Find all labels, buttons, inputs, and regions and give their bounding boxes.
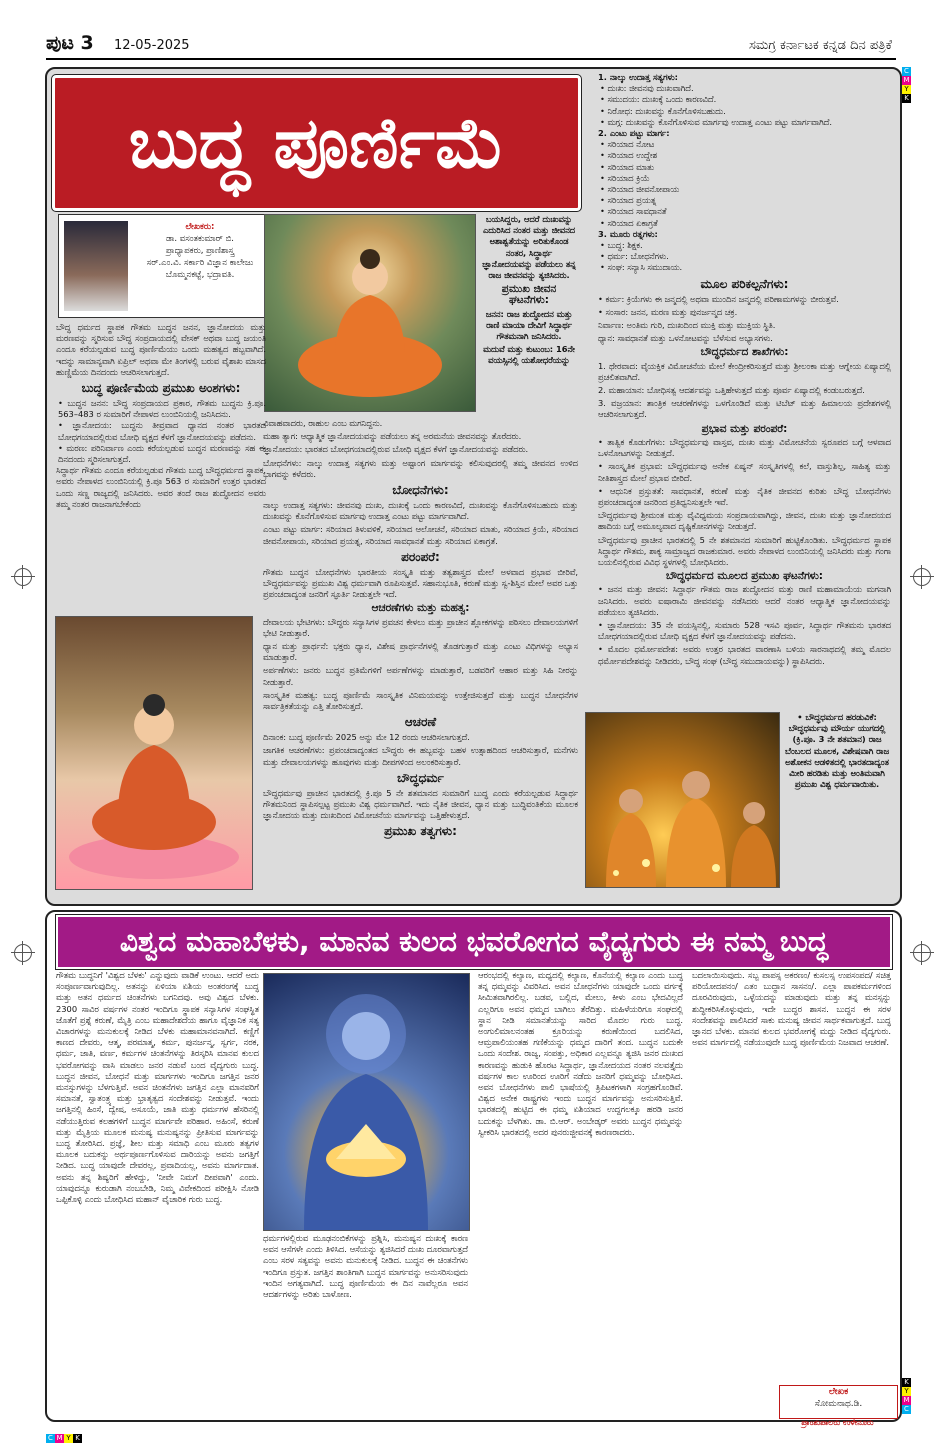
article1-title: ಬುದ್ಧ ಪೂರ್ಣಿಮೆ	[128, 102, 505, 184]
paragraph: ಜ್ಞಾನೋದಯ: ಭಾರತದ ಬೋಧಗಯಾದಲ್ಲಿರುವ ಬೋಧಿ ವೃಕ್ಷದ ಕೆಳಗೆ ಜ್ಞಾನೋದಯವನ್ನು ಪಡೆದರು.	[263, 444, 529, 455]
buddha-lotus-icon	[56, 617, 252, 889]
paragraph: • ತಾತ್ವಿಕ ಕೊಡುಗೆಗಳು: ಬೌದ್ಧಧರ್ಮವು ವಾಸ್ತವ, ದುಃಖ ಮತ್ತು ವಿಮೋಚನೆಯ ಸ್ವರೂಪದ ಬಗ್ಗೆ ಆಳವಾದ ಒಳನೋಟಗಳನ್ನು ನೀಡುತ್ತದೆ.	[598, 436, 891, 459]
paragraph: ದೇವಾಲಯ ಭೇಟಿಗಳು: ಬೌದ್ಧರು ಸನ್ಯಾಸಿಗಳ ಪ್ರವಚನ ಕೇಳಲು ಮತ್ತು ಪ್ರಾಚೀನ ಶ್ಲೋಕಗಳನ್ನು ಪಠಿಸಲು ದೇವಾಲಯಗಳಿಗೆ ಭೇಟಿ ನೀಡುತ್ತಾರೆ.	[263, 616, 578, 638]
article1-title-box	[52, 75, 581, 211]
section-heading: ಪ್ರಮುಖ ತತ್ವಗಳು:	[384, 824, 457, 839]
paragraph: 1. ಥೇರವಾದ: ವೈಯಕ್ತಿಕ ವಿಮೋಚನೆಯ ಮೇಲೆ ಕೇಂದ್ರೀಕರಿಸುತ್ತದೆ ಮತ್ತು ಶ್ರೀಲಂಕಾ ಮತ್ತು ಆಗ್ನೇಯ ಏಷ್ಯಾದಲ್ಲಿ ಪ್ರಚಲಿತವಾಗಿದೆ.	[598, 360, 891, 382]
section-heading: ಪರಂಪರೆ:	[401, 549, 440, 564]
section-heading: ಬುದ್ಧ ಪೂರ್ಣಿಮೆಯ ಪ್ರಮುಖ ಅಂಶಗಳು:	[81, 381, 241, 396]
paragraph: ನಿರ್ವಾಣ: ಅಂತಿಮ ಗುರಿ, ದುಃಖದಿಂದ ಮುಕ್ತಿ ಮತ್ತು ಮುಕ್ತಿಯ ಸ್ಥಿತಿ.	[598, 320, 776, 331]
paragraph: ಗೌತಮ ಬುದ್ಧನ ಬೋಧನೆಗಳು ಭಾರತೀಯ ಸಂಸ್ಕೃತಿ ಮತ್ತು ತತ್ವಶಾಸ್ತ್ರದ ಮೇಲೆ ಅಳವಾದ ಪ್ರಭಾವ ಬೀರಿವೆ, ಬೌದ್ಧಧರ್ಮವನ್ನು ಪ್ರಮುಖ ವಿಶ್ವ ಧರ್ಮವಾಗಿ ರೂಪಿಸುತ್ತವೆ. ಸಹಾನುಭೂತಿ, ಕರುಣೆ ಮತ್ತು ಸ್ವ-ಶಿಸ್ತಿನ ಮೇಲೆ ಅವರ ಒತ್ತು ಪ್ರಪಂಚದಾದ್ಯಂತ ಜನರಿಗೆ ಸ್ಫೂರ್ತಿ ನೀಡುತ್ತಲೇ ಇದೆ.	[263, 566, 578, 600]
list-item: • ಸರಿಯಾದ ಏಕಾಗ್ರತೆ	[600, 217, 658, 228]
list-item: • ಮರಣ: ಪರಿನಿರ್ವಾಣ ಎಂದು ಕರೆಯಲ್ಪಡುವ ಬುದ್ಧನ ಮರಣವನ್ನು ಸಹ ಈ ದಿನದಂದು ಸ್ಮರಿಸಲಾಗುತ್ತದೆ.	[58, 442, 266, 465]
section-heading: ಮೂಲ ಪರಿಕಲ್ಪನೆಗಳು:	[700, 276, 789, 291]
article1-column-2	[263, 418, 578, 894]
paragraph: ಬೌದ್ಧಧರ್ಮವು ಪ್ರಾಚೀನ ಭಾರತದಲ್ಲಿ ಕ್ರಿ.ಪೂ 5 ನೇ ಶತಮಾನದ ಸುಮಾರಿಗೆ ಬುದ್ಧ ಎಂದು ಕರೆಯಲ್ಪಡುವ ಸಿದ್ಧಾರ್ಥ ಗೌತಮನಿಂದ ಸ್ಥಾಪಿಸಲ್ಪಟ್ಟ ಪ್ರಮುಖ ವಿಶ್ವ ಧರ್ಮವಾಗಿದೆ. ಇದು ನೈತಿಕ ಜೀವನ, ಧ್ಯಾನ ಮತ್ತು ಬುದ್ಧಿವಂತಿಕೆಯ ಮೂಲಕ ಜ್ಞಾನೋದಯ ಮತ್ತು ದುಃಖದಿಂದ ವಿಮೋಚನೆಯ ಮಾರ್ಗವನ್ನು ಒತ್ತಿಹೇಳುತ್ತದೆ.	[263, 787, 578, 821]
writer-name: ಸೋಮನಾಥ.ಡಿ.	[814, 1399, 863, 1409]
section-heading: ಬೋಧನೆಗಳು:	[392, 483, 449, 498]
registration-mark	[14, 944, 32, 962]
paragraph: • ಜನನ ಮತ್ತು ಜೀವನ: ಸಿದ್ಧಾರ್ಥ ಗೌತಮ ರಾಜ ಶುದ್ಧೋದನ ಮತ್ತು ರಾಣಿ ಮಹಾಮಾಯೆಯ ಮಗನಾಗಿ ಜನಿಸಿದರು. ಅವರು ಐಷಾರಾಮಿ ಜೀವನವನ್ನು ನಡೆಸಿದರು ಆದರೆ ನಂತರ ಆಧ್ಯಾತ್ಮಿಕ ಜ್ಞಾನೋದಯವನ್ನು ಪಡೆಯಲು ತ್ಯಜಿಸಿದರು.	[598, 584, 891, 617]
issue-date: 12-05-2025	[114, 38, 190, 53]
section-heading: ಆಚರಣೆ	[404, 715, 437, 730]
author-box	[58, 214, 273, 318]
paragraph: ಮಹಾ ತ್ಯಾಗ: ಆಧ್ಯಾತ್ಮಿಕ ಜ್ಞಾನೋದಯವನ್ನು ಪಡೆಯಲು ತನ್ನ ಅರಮನೆಯ ಜೀವನವನ್ನು ತೊರೆದರು.	[263, 431, 522, 442]
article2-title-box	[56, 915, 892, 969]
article2-column-4	[692, 970, 891, 1380]
paragraph: ಆರಂಭದಲ್ಲಿ ಕಲ್ಯಾಣ, ಮಧ್ಯದಲ್ಲಿ ಕಲ್ಯಾಣ, ಕೊನೆಯಲ್ಲಿ ಕಲ್ಯಾಣ ಎಂದು ಬುದ್ಧ ತನ್ನ ಧಮ್ಮವನ್ನು ವಿವರಿಸಿದ. ಅವನ ಬೋಧನೆಗಳು ಯಾವುದೇ ಒಂದು ವರ್ಗಕ್ಕೆ ಸೀಮಿತವಾಗಿರಲಿಲ್ಲ. ಬಡವ, ಬಲ್ಲಿದ, ಮೇಲು, ಕೀಳು ಎಂಬ ಭೇದವಿಲ್ಲದೆ ಎಲ್ಲರಿಗೂ ಅವನ ಧಮ್ಮದ ಬಾಗಿಲು ತೆರೆದಿತ್ತು. ಮಹಿಳೆಯರಿಗೂ ಸಂಘದಲ್ಲಿ ಸ್ಥಾನ ನೀಡಿ ಸಮಾನತೆಯನ್ನು ಸಾರಿದ ಮೊದಲ ಗುರು ಬುದ್ಧ. ಅಂಗುಲಿಮಾಲನಂತಹ ಕ್ರೂರಿಯನ್ನು ಕರುಣೆಯಿಂದ ಬದಲಿಸಿದ, ಆಮ್ರಪಾಲಿಯಂತಹ ಗಣಿಕೆಯನ್ನು ಧಮ್ಮದ ದಾರಿಗೆ ತಂದ. ಬುದ್ಧನ ಬದುಕೇ ಒಂದು ಸಂದೇಶ. ರಾಜ್ಯ, ಸಂಪತ್ತು, ಅಧಿಕಾರ ಎಲ್ಲವನ್ನೂ ತ್ಯಜಿಸಿ ಜನರ ದುಃಖದ ಕಾರಣವನ್ನು ಹುಡುಕಿ ಹೊರಟ ಸಿದ್ಧಾರ್ಥ, ಜ್ಞಾನೋದಯದ ನಂತರ ನಲವತ್ತೈದು ವರ್ಷಗಳ ಕಾಲ ಊರಿಂದ ಊರಿಗೆ ನಡೆದು ಜನರಿಗೆ ಧಮ್ಮವನ್ನು ಬೋಧಿಸಿದ. ಅವನ ಬೋಧನೆಗಳು ಪಾಲಿ ಭಾಷೆಯಲ್ಲಿ ತ್ರಿಪಿಟಕಗಳಾಗಿ ಸಂಗ್ರಹಗೊಂಡಿವೆ. ವಿಶ್ವದ ಅನೇಕ ರಾಷ್ಟ್ರಗಳು ಇಂದು ಬುದ್ಧನ ಮಾರ್ಗವನ್ನು ಅನುಸರಿಸುತ್ತಿವೆ. ಭಾರತದಲ್ಲಿ ಹುಟ್ಟಿದ ಈ ಧಮ್ಮ ಏಶಿಯಾದ ಉದ್ದಗಲಕ್ಕೂ ಹರಡಿ ಜನರ ಬದುಕನ್ನು ಬೆಳಗಿತು. ಡಾ. ಬಿ.ಆರ್. ಅಂಬೇಡ್ಕರ್ ಅವರು ಬುದ್ಧನ ಧಮ್ಮವನ್ನು ಸ್ವೀಕರಿಸಿ ಭಾರತದಲ್ಲಿ ಅದರ ಪುನರುಜ್ಜೀವನಕ್ಕೆ ಕಾರಣರಾದರು.	[478, 970, 683, 1137]
list-item: • ಬುದ್ಧ: ಶಿಕ್ಷಕ.	[600, 240, 643, 251]
monks-candles-image	[585, 712, 780, 888]
paragraph: ಗೌತಮ ಬುದ್ಧನಿಗೆ 'ವಿಶ್ವದ ಬೆಳಕು' ಎನ್ನುವುದು ವಾಡಿಕೆ ಉಂಟು. ಆದರೆ ಅದು ಸಂಪೂರ್ಣವಾಗುವುದಿಲ್ಲ. ಅತನನ್ನು ಏಳಿಯಾ ಏಶಿಯ ಅಂತರಂಗಕ್ಕೆ ಬುದ್ಧ ಮತ್ತು ಅತನ ಧರ್ಮದ ಚಿಂತನೆಗಳು ಬಗನಿದವು. ಅವು ವಿಶ್ವದ ಬೆಳಕು. 2300 ಸಾವಿರ ವರ್ಷಗಳ ನಂತರ ಇಂದಿಗೂ ಸ್ಥಾಪಕ ಸನ್ಯಾಸಿಗಳ ಸಂಘಸ್ಥಿತ ಜೊತೆಗೆ ಪ್ರಶ್ನೆ ಕರುಣೆ, ಮೈತ್ರಿ ಎಂಬ ಮಹಾದೇಶದೆಯ ಹಾಗೂ ವೈಜ್ಞಾನಿಕ ಸತ್ಯ ವಿಚಾರಗಳನ್ನು ಮನುಕುಲಕ್ಕೆ ನೀಡಿದ ಬೆಳಕು ಮಹಾಮಾನವನಾಗಿದೆ. ಕಣ್ಣಿಗೆ ಕಾಣದ ದೇವರು, ಆತ್ಮ, ಪರಮಾತ್ಮ, ಕರ್ಮ, ಪುನರ್ಜನ್ಮ, ಸ್ವರ್ಗ, ನರಕ, ಧರ್ಮ, ಜಾತಿ, ವರ್ಣ, ಕರ್ಮಗಳ ಚಿಂತನೆಗಳನ್ನು ತಿರಸ್ಕರಿಸಿ ಮಾನವ ಕುಲದ ಭವರೋಗವನ್ನು ವಾಸಿ ಮಾಡಲು ಜನರ ನಡುವೆ ಬಂದ ವೈದ್ಯಗುರು ಬುದ್ಧ. ಬುದ್ಧನ ಜೀವನ, ಬೋಧನೆ ಮತ್ತು ಮಾರ್ಗಗಳು ಇಂದಿಗೂ ಜಗತ್ತಿನ ಜನರ ಮನಸ್ಸುಗಳನ್ನು ಬೆಳಗುತ್ತಿವೆ. ಅವನ ಚಿಂತನೆಗಳು ಜಗತ್ತಿನ ಎಲ್ಲಾ ಮಾನವರಿಗೆ ಸಮಾನತೆ, ಸ್ವಾತಂತ್ರ್ಯ ಮತ್ತು ಭ್ರಾತೃತ್ವದ ಸಂದೇಶವನ್ನು ನೀಡುತ್ತವೆ. ಇಂದು ಜಗತ್ತಿನಲ್ಲಿ ಹಿಂಸೆ, ದ್ವೇಷ, ಅಸೂಯೆ, ಜಾತಿ ಮತ್ತು ಧರ್ಮಗಳ ಹೆಸರಿನಲ್ಲಿ ನಡೆಯುತ್ತಿರುವ ಕಲಹಗಳಿಗೆ ಬುದ್ಧನ ಮಾರ್ಗವೇ ಪರಿಹಾರ. ಅಹಿಂಸೆ, ಕರುಣೆ ಮತ್ತು ಮೈತ್ರಿಯ ಮೂಲಕ ಮನುಷ್ಯ ಮನುಷ್ಯನನ್ನು ಪ್ರೀತಿಸುವ ಮಾರ್ಗವನ್ನು ಬುದ್ಧ ತೋರಿಸಿದ. ಪ್ರಜ್ಞೆ, ಶೀಲ ಮತ್ತು ಸಮಾಧಿ ಎಂಬ ಮೂರು ತತ್ವಗಳ ಮೂಲಕ ಬದುಕನ್ನು ಅರ್ಥಪೂರ್ಣಗೊಳಿಸುವ ದಾರಿಯನ್ನು ಅವನು ಜಗತ್ತಿಗೆ ನೀಡಿದ. ಬುದ್ಧ ಯಾವುದೇ ದೇವರಲ್ಲ, ಪ್ರವಾದಿಯಲ್ಲ, ಅವನು ಮಾರ್ಗದಾತ. ಅವನು ತನ್ನ ಶಿಷ್ಯರಿಗೆ ಹೇಳಿದ್ದು, 'ನೀವೇ ನಿಮಗೆ ದೀಪವಾಗಿ' ಎಂದು. ಯಾವುದನ್ನೂ ಕುರುಡಾಗಿ ನಂಬಬೇಡಿ, ನಿಮ್ಮ ವಿವೇಕದಿಂದ ಪರೀಕ್ಷಿಸಿ ನೋಡಿ ಒಪ್ಪಿಕೊಳ್ಳಿ ಎಂದು ಬೋಧಿಸಿದ ಮಹಾನ್ ವೈಚಾರಿಕ ಗುರು ಬುದ್ಧ.	[56, 970, 259, 1205]
eightfold-path-list	[598, 139, 891, 229]
author-name: ಡಾ. ವಸಂತಕುಮಾರ್ ಬಿ.	[165, 234, 235, 244]
list-heading: 2. ಎಂಟು ಪಟ್ಟು ಮಾರ್ಗ:	[598, 128, 670, 139]
author-role: ಪ್ರಾಧ್ಯಾಪಕರು, ಪ್ರಾಣಿಶಾಸ್ತ್ರ	[165, 246, 235, 256]
author-place: ಬೊಮ್ಮನಕಟ್ಟೆ, ಭದ್ರಾವತಿ.	[165, 270, 235, 280]
monks-icon	[586, 713, 779, 887]
paper-title: ಸಮಗ್ರ ಕರ್ನಾಟಕ ಕನ್ನಡ ದಿನ ಪತ್ರಿಕೆ	[749, 38, 892, 53]
paragraph: • ಜ್ಞಾನೋದಯ: 35 ನೇ ವಯಸ್ಸಿನಲ್ಲಿ, ಸುಮಾರು 528 ಇಸವಿ ಪೂರ್ವ, ಸಿದ್ಧಾರ್ಥ ಗೌತಮನು ಭಾರತದ ಬೋಧಗಯಾದಲ್ಲಿರುವ ಬೋಧಿ ವೃಕ್ಷದ ಕೆಳಗೆ ಜ್ಞಾನೋದಯವನ್ನು ಪಡೆದನು.	[598, 619, 891, 642]
paragraph: ಧ್ಯಾನ ಮತ್ತು ಪ್ರಾರ್ಥನೆ: ಭಕ್ತರು ಧ್ಯಾನ, ವಿಶೇಷ ಪ್ರಾರ್ಥನೆಗಳಲ್ಲಿ ತೊಡಗುತ್ತಾರೆ ಮತ್ತು ಎಂಟು ವಿಧಿಗಳನ್ನು ಅಭ್ಯಾಸ ಮಾಡುತ್ತಾರೆ.	[263, 641, 578, 663]
paragraph: ಸಾಂಸ್ಕೃತಿಕ ಮಹತ್ವ: ಬುದ್ಧ ಪೂರ್ಣಿಮೆ ಸಾಂಸ್ಕೃತಿಕ ವಿನಿಮಯವನ್ನು ಉತ್ತೇಜಿಸುತ್ತದೆ ಮತ್ತು ಬುದ್ಧನ ಬೋಧನೆಗಳ ಸಾರ್ವತ್ರಿಕತೆಯನ್ನು ಎತ್ತಿ ತೋರಿಸುತ್ತದೆ.	[263, 689, 578, 712]
list-item: • ಸರಿಯಾದ ಸಾವಧಾನತೆ	[600, 206, 667, 217]
intro-paragraph: ಬೌದ್ಧ ಧರ್ಮದ ಸ್ಥಾಪಕ ಗೌತಮ ಬುದ್ಧನ ಜನನ, ಜ್ಞಾನೋದಯ ಮತ್ತು ಮರಣವನ್ನು ಸ್ಮರಿಸುವ ಬೌದ್ಧ ಸಂಪ್ರದಾಯದಲ್ಲಿ ವೇಸಕ್ ಅಥವಾ ಬುದ್ಧ ಜಯಂತಿ ಎಂದೂ ಕರೆಯಲ್ಪಡುವ ಬುದ್ಧ ಪೂರ್ಣಿಮೆಯು ಒಂದು ಮಹತ್ವದ ಹಬ್ಬವಾಗಿದೆ. ಇದನ್ನು ಸಾಮಾನ್ಯವಾಗಿ ಏಪ್ರಿಲ್ ಅಥವಾ ಮೇ ತಿಂಗಳಲ್ಲಿ ಬರುವ ವೈಶಾಖ ಮಾಸದ ಹುಣ್ಣಿಮೆಯ ದಿನದಂದು ಆಚರಿಸಲಾಗುತ್ತದೆ.	[56, 322, 266, 377]
section-heading: ಬೌದ್ಧಧರ್ಮದ ಮೂಲದ ಪ್ರಮುಖ ಘಟನೆಗಳು:	[665, 570, 824, 583]
list-heading: 1. ನಾಲ್ಕು ಉದಾತ್ತ ಸತ್ಯಗಳು:	[598, 72, 678, 82]
list-item: • ಜ್ಞಾನೋದಯ: ಬುದ್ಧನು ತೀವ್ರವಾದ ಧ್ಯಾನದ ನಂತರ ಭಾರತದ ಬೋಧಗಯಾದಲ್ಲಿರುವ ಬೋಧಿ ವೃಕ್ಷದ ಕೆಳಗೆ ಜ್ಞಾನೋದಯವನ್ನು ಪಡೆದನು.	[58, 420, 266, 442]
article1-spread-column	[783, 712, 891, 897]
cmyk-m: M	[56, 1434, 63, 1442]
list-item: • ಧರ್ಮ: ಬೋಧನೆಗಳು.	[600, 251, 669, 262]
side-point: ಮದುವೆ ಮತ್ತು ಕುಟುಂಬ: 16ನೇ ವಯಸ್ಸಿನಲ್ಲಿ ಯಶೋಧರೆಯನ್ನು	[483, 344, 575, 366]
paragraph: ಬೌದ್ಧಧರ್ಮವು ಶ್ರೀಮಂತ ಮತ್ತು ವೈವಿಧ್ಯಮಯ ಸಂಪ್ರದಾಯವಾಗಿದ್ದು, ಜೀವನ, ದುಃಖ ಮತ್ತು ಜ್ಞಾನೋದಯದ ಹಾದಿಯ ಬಗ್ಗೆ ಅಮೂಲ್ಯವಾದ ದೃಷ್ಟಿಕೋನಗಳನ್ನು ನೀಡುತ್ತದೆ.	[598, 510, 891, 532]
article2-column-3	[478, 970, 683, 1415]
buddha-figure-icon	[265, 215, 475, 411]
section-heading: ಬೌದ್ಧಧರ್ಮ	[397, 770, 444, 785]
three-jewels-list	[598, 240, 891, 274]
cmyk-strip-bottom	[902, 1378, 911, 1414]
meditating-buddha-image	[264, 214, 476, 412]
list-item: • ಸಮುದಯ: ದುಃಖಕ್ಕೆ ಒಂದು ಕಾರಣವಿದೆ.	[600, 94, 717, 105]
list-item: • ದುಃಖ: ಜೀವನವು ದುಃಖವಾಗಿದೆ.	[600, 83, 694, 94]
paragraph: ಎಂಟು ಪಟ್ಟು ಮಾರ್ಗ: ಸರಿಯಾದ ತಿಳುವಳಿಕೆ, ಸರಿಯಾದ ಆಲೋಚನೆ, ಸರಿಯಾದ ಮಾತು, ಸರಿಯಾದ ಕ್ರಿಯೆ, ಸರಿಯಾದ ಜೀವನೋಪಾಯ, ಸರಿಯಾದ ಪ್ರಯತ್ನ, ಸರಿಯಾದ ಸಾವಧಾನತೆ ಮತ್ತು ಸರಿಯಾದ ಏಕಾಗ್ರತೆ.	[263, 524, 578, 546]
article2-column-2	[263, 1233, 468, 1415]
glowing-buddha-image	[263, 973, 470, 1231]
paragraph: • ಸಂಸಾರ: ಜನನ, ಮರಣ ಮತ್ತು ಪುನರ್ಜನ್ಮದ ಚಕ್ರ.	[598, 306, 738, 317]
list-item: • ಬುದ್ಧನ ಜನನ: ಬೌದ್ಧ ಸಂಪ್ರದಾಯದ ಪ್ರಕಾರ, ಗೌತಮ ಬುದ್ಧನು ಕ್ರಿ.ಪೂ. 563–483 ರ ಸುಮಾರಿಗೆ ನೇಪಾಳದ ಲುಂಬಿನಿಯಲ್ಲಿ ಜನಿಸಿದನು.	[58, 398, 266, 420]
cmyk-y: Y	[902, 85, 911, 94]
buddha-under-tree-image	[55, 616, 253, 890]
side-heading: ಪ್ರಮುಖ ಜೀವನ ಘಟನೆಗಳು:	[501, 283, 557, 307]
page-number: ಪುಟ 3	[46, 32, 94, 54]
article2-title: ವಿಶ್ವದ ಮಹಾಬೆಳಕು, ಮಾನವ ಕುಲದ ಭವರೋಗದ ವೈದ್ಯಗುರು ಈ ನಮ್ಮ ಬುದ್ಧ	[119, 925, 829, 958]
article1-column-1	[56, 322, 266, 612]
paragraph: • ಆಧುನಿಕ ಪ್ರಸ್ತುತತೆ: ಸಾವಧಾನತೆ, ಕರುಣೆ ಮತ್ತು ನೈತಿಕ ಜೀವನದ ಕುರಿತು ಬೌದ್ಧ ಬೋಧನೆಗಳು ಪ್ರಪಂಚದಾದ್ಯಂತ ಜನರಿಂದ ಪ್ರತಿಧ್ವನಿಸುತ್ತಲೇ ಇವೆ.	[598, 485, 891, 507]
list-item: • ಸರಿಯಾದ ನೋಟ	[600, 139, 655, 150]
paragraph: ಬದಲಾಯಿಸುವುದು. ಸಬ್ಬ ಪಾಪಸ್ಸ ಅಕರಣಂ/ ಕುಸಲಸ್ಸ ಉಪಸಂಪದ/ ಸಚಿತ್ತ ಪರಿಯೋದಪನಂ/ ಎತಂ ಬುದ್ಧಾನ ಸಾಸನಂ/. ಎಲ್ಲಾ ಪಾಪಕರ್ಮಗಳಿಂದ ದೂರವಿರುವುದು, ಒಳ್ಳೆಯದನ್ನು ಮಾಡುವುದು ಮತ್ತು ತನ್ನ ಮನಸ್ಸನ್ನು ಶುದ್ಧೀಕರಿಸಿಕೊಳ್ಳುವುದು, ಇದೇ ಬುದ್ಧರ ಶಾಸನ. ಬುದ್ಧನ ಈ ಸರಳ ಸಂದೇಶವನ್ನು ಪಾಲಿಸಿದರೆ ಸಾಕು ಮನುಷ್ಯ ಜೀವನ ಸಾರ್ಥಕವಾಗುತ್ತದೆ. ಬುದ್ಧ ಜ್ಞಾನದ ಬೆಳಕು. ಮಾನವ ಕುಲದ ಭವರೋಗಕ್ಕೆ ಮದ್ದು ನೀಡಿದ ವೈದ್ಯಗುರು. ಅವನ ಮಾರ್ಗದಲ್ಲಿ ನಡೆಯುವುದೇ ಬುದ್ಧ ಪೂರ್ಣಿಮೆಯ ನಿಜವಾದ ಆಚರಣೆ.	[692, 970, 891, 1048]
cmyk-y: Y	[64, 1434, 73, 1443]
list-item: • ಸರಿಯಾದ ಕ್ರಿಯೆ	[600, 172, 650, 183]
list-heading: 3. ಮೂರು ರತ್ನಗಳು:	[598, 228, 658, 239]
list-item: • ನಿರೋಧ: ದುಃಖವನ್ನು ಕೊನೆಗೊಳಿಸಬಹುದು.	[600, 105, 726, 116]
writer-label: ಲೇಖಕ	[828, 1387, 849, 1397]
page-header	[46, 32, 896, 60]
list-item: • ಮಗ್ಗ: ದುಃಖವನ್ನು ಕೊನೆಗೊಳಿಸುವ ಮಾರ್ಗವು ಉದಾತ್ತ ಎಂಟು ಪಟ್ಟು ಮಾರ್ಗವಾಗಿದೆ.	[600, 116, 832, 127]
registration-mark	[913, 944, 931, 962]
side-point: ಜನನ: ರಾಜ ಶುದ್ಧೋದನ ಮತ್ತು ರಾಣಿ ಮಾಯಾ ದೇವಿಗೆ ಸಿದ್ಧಾರ್ಥ ಗೌತಮನಾಗಿ ಜನಿಸಿದರು.	[485, 308, 573, 342]
siddhartha-paragraph: ಸಿದ್ಧಾರ್ಥ ಗೌತಮ ಎಂದೂ ಕರೆಯಲ್ಪಡುವ ಗೌತಮ ಬುದ್ಧ ಬೌದ್ಧಧರ್ಮದ ಸ್ಥಾಪಕ. ಅವರು ನೇಪಾಳದ ಲುಂಬಿನಿಯಲ್ಲಿ ಕ್ರಿ.ಪೂ 563 ರ ಸುಮಾರಿಗೆ ಉತ್ತರ ಭಾರತದ ಒಂದು ಸಣ್ಣ ರಾಜ್ಯದಲ್ಲಿ ಜನಿಸಿದರು. ಅವರ ತಂದೆ ರಾಜ ಶುದ್ಧೋದನ ಅವರು ತಮ್ಮ ನಂತರ ರಾಜನಾಗಬೇಕೆಂದು	[56, 465, 266, 509]
cmyk-y: Y	[902, 1387, 911, 1396]
key-points-list	[56, 398, 266, 465]
paragraph: • ಕರ್ಮ: ಕ್ರಿಯೆಗಳು ಈ ಜನ್ಮದಲ್ಲಿ ಅಥವಾ ಮುಂದಿನ ಜನ್ಮದಲ್ಲಿ ಪರಿಣಾಮಗಳನ್ನು ಬೀರುತ್ತವೆ.	[598, 293, 839, 304]
paragraph: ಧರ್ಮಗಳಲ್ಲಿರುವ ಮೂಢನಂಬಿಕೆಗಳನ್ನು ಪ್ರಶ್ನಿಸಿ, ಮನುಷ್ಯನ ದುಃಖಕ್ಕೆ ಕಾರಣ ಅವನ ಆಸೆಗಳೇ ಎಂದು ತಿಳಿಸಿದ. ಆಸೆಯನ್ನು ತ್ಯಜಿಸಿದರೆ ದುಃಖ ದೂರವಾಗುತ್ತದೆ ಎಂಬ ಸರಳ ಸತ್ಯವನ್ನು ಅವನು ಮನುಕುಲಕ್ಕೆ ನೀಡಿದ. ಬುದ್ಧನ ಈ ಚಿಂತನೆಗಳು ಇಂದಿಗೂ ಪ್ರಸ್ತುತ. ಜಗತ್ತಿನ ಶಾಂತಿಗಾಗಿ ಬುದ್ಧನ ಮಾರ್ಗವನ್ನು ಅನುಸರಿಸುವುದು ಇಂದಿನ ಅಗತ್ಯವಾಗಿದೆ. ಬುದ್ಧ ಪೂರ್ಣಿಮೆಯ ಈ ದಿನ ನಾವೆಲ್ಲರೂ ಅವನ ಆದರ್ಶಗಳನ್ನು ಅರಿತು ಬಾಳೋಣ.	[263, 1233, 468, 1300]
cmyk-strip-top	[902, 67, 911, 103]
section-heading: ಬೌದ್ಧಧರ್ಮದ ಶಾಖೆಗಳು:	[700, 346, 789, 359]
registration-mark	[913, 568, 931, 586]
author-info	[131, 221, 269, 281]
paragraph: ಬೌದ್ಧಧರ್ಮವು ಪ್ರಾಚೀನ ಭಾರತದಲ್ಲಿ 5 ನೇ ಶತಮಾನದ ಸುಮಾರಿಗೆ ಹುಟ್ಟಿಕೊಂಡಿತು. ಬೌದ್ಧಧರ್ಮದ ಸ್ಥಾಪಕ ಸಿದ್ಧಾರ್ಥ ಗೌತಮ, ಶಾಕ್ಯ ಸಾಮ್ರಾಜ್ಯದ ರಾಜಕುಮಾರ. ಅವರು ನೇಪಾಳದ ಲುಂಬಿನಿಯಲ್ಲಿ ಜನಿಸಿದರು ಮತ್ತು ಗಂಗಾ ಬಯಲಿನಲ್ಲಿರುವ ವಿವಿಧ ಸ್ಥಳಗಳಲ್ಲಿ ಬೋಧಿಸಿದರು.	[598, 534, 891, 567]
side-text: ಬಯಸಿದ್ದರು, ಆದರೆ ದುಃಖವನ್ನು ಎದುರಿಸಿದ ನಂತರ ಮತ್ತು ಜೀವನದ ಅಶಾಶ್ವತೆಯನ್ನು ಅರಿತುಕೊಂಡ ನಂತರ, ಸಿದ್ಧಾರ್ಥ ಜ್ಞಾನೋದಯವನ್ನು ಪಡೆಯಲು ತನ್ನ ರಾಜ ಜೀವನವನ್ನು ತ್ಯಜಿಸಿದರು.	[482, 214, 576, 281]
paragraph: 3. ವಜ್ರಯಾನ: ತಾಂತ್ರಿಕ ಆಚರಣೆಗಳನ್ನು ಒಳಗೊಂಡಿದೆ ಮತ್ತು ಟಿಬೆಟ್ ಮತ್ತು ಹಿಮಾಲಯ ಪ್ರದೇಶಗಳಲ್ಲಿ ಆಚರಿಸಲಾಗುತ್ತದೆ.	[598, 398, 891, 420]
article2-column-1	[56, 970, 259, 1415]
article1-column-3	[598, 72, 891, 712]
paragraph: • ಸಾಂಸ್ಕೃತಿಕ ಪ್ರಭಾವ: ಬೌದ್ಧಧರ್ಮವು ಅನೇಕ ಏಷ್ಯನ್ ಸಂಸ್ಕೃತಿಗಳಲ್ಲಿ ಕಲೆ, ವಾಸ್ತುಶಿಲ್ಪ, ಸಾಹಿತ್ಯ ಮತ್ತು ನೀತಿಶಾಸ್ತ್ರದ ಮೇಲೆ ಪ್ರಭಾವ ಬೀರಿದೆ.	[598, 461, 891, 483]
cmyk-m: M	[903, 76, 910, 84]
paragraph: ದಿನಾಂಕ: ಬುದ್ಧ ಪೂರ್ಣಿಮೆ 2025 ಅನ್ನು ಮೇ 12 ರಂದು ಆಚರಿಸಲಾಗುತ್ತದೆ.	[263, 732, 470, 743]
cmyk-c: C	[902, 1405, 911, 1414]
list-item: • ಸಂಘ: ಸನ್ಯಾಸಿ ಸಮುದಾಯ.	[600, 262, 683, 273]
list-item: • ಸರಿಯಾದ ಪ್ರಯತ್ನ	[600, 195, 657, 206]
buddha-lotus-glow-icon	[264, 974, 469, 1230]
paragraph: • ಬೌದ್ಧಧರ್ಮದ ಹರಡುವಿಕೆ: ಬೌದ್ಧಧರ್ಮವು ಮೌರ್ಯ ಯುಗದಲ್ಲಿ (ಕ್ರಿ.ಪೂ. 3 ನೇ ಶತಮಾನ) ರಾಜ ಬೆಂಬಲದ ಮೂಲಕ, ವಿಶೇಷವಾಗಿ ರಾಜ ಅಶೋಕನ ಆಡಳಿತದಲ್ಲಿ ಭಾರತದಾದ್ಯಂತ ಮೀರಿ ಹರಡಿತು ಮತ್ತು ಅಂತಿಮವಾಗಿ ಪ್ರಮುಖ ವಿಶ್ವ ಧರ್ಮವಾಯಿತು.	[784, 712, 890, 790]
paragraph: 2. ಮಹಾಯಾನ: ಬೋಧಿಸತ್ವ ಆದರ್ಶವನ್ನು ಒತ್ತಿಹೇಳುತ್ತದೆ ಮತ್ತು ಪೂರ್ವ ಏಷ್ಯಾದಲ್ಲಿ ಕಂಡುಬರುತ್ತದೆ.	[598, 385, 865, 396]
cmyk-m: M	[903, 1396, 910, 1404]
cmyk-k: K	[902, 94, 911, 103]
section-heading: ಆಚರಣೆಗಳು ಮತ್ತು ಮಹತ್ವ:	[371, 602, 470, 615]
cmyk-strip-horizontal	[46, 1425, 82, 1442]
writer-role: ಪ್ರಾಂಶುಪಾಲರು ಉಳೇನೂರು	[801, 1418, 874, 1427]
author-photo	[64, 221, 128, 311]
article1-side-column	[480, 214, 578, 409]
cmyk-c: C	[46, 1434, 55, 1443]
paragraph: ಅರ್ಪಣೆಗಳು: ಜನರು ಬುದ್ಧನ ಪ್ರತಿಮೆಗಳಿಗೆ ಅರ್ಪಣೆಗಳನ್ನು ಮಾಡುತ್ತಾರೆ, ಬಡವರಿಗೆ ಆಹಾರ ಮತ್ತು ಸಿಹಿ ನೀರನ್ನು ನೀಡುತ್ತಾರೆ.	[263, 665, 578, 687]
paragraph: ನಾಲ್ಕು ಉದಾತ್ತ ಸತ್ಯಗಳು: ಜೀವನವು ದುಃಖ, ದುಃಖಕ್ಕೆ ಒಂದು ಕಾರಣವಿದೆ, ದುಃಖವನ್ನು ಕೊನೆಗೊಳಿಸಬಹುದು ಮತ್ತು ದುಃಖವನ್ನು ಕೊನೆಗೊಳಿಸುವ ಮಾರ್ಗವು ಉದಾತ್ತ ಎಂಟು ಪಟ್ಟು ಮಾರ್ಗವಾಗಿದೆ.	[263, 500, 578, 522]
author-college: ಸರ್.ಎಂ.ವಿ. ಸರ್ಕಾರಿ ವಿಜ್ಞಾನ ಕಾಲೇಜು	[146, 258, 254, 268]
paragraph: ವಿವಾಹವಾದರು, ರಾಹುಲ ಎಂಬ ಮಗನಿದ್ದನು.	[263, 418, 383, 428]
paragraph: • ಮೊದಲ ಧರ್ಮೋಪದೇಶ: ಅವರು ಉತ್ತರ ಭಾರತದ ವಾರಣಾಸಿ ಬಳಿಯ ಸಾರನಾಥದಲ್ಲಿ ತಮ್ಮ ಮೊದಲ ಧರ್ಮೋಪದೇಶವನ್ನು ನೀಡಿದರು, ಬೌದ್ಧ ಸಂಘ (ಬೌದ್ಧ ಸಮುದಾಯವನ್ನು) ಸ್ಥಾಪಿಸಿದರು.	[598, 644, 891, 666]
list-item: • ಸರಿಯಾದ ಜೀವನೋಪಾಯ	[600, 184, 680, 195]
article2-writer-box	[779, 1385, 898, 1419]
list-item: • ಸರಿಯಾದ ಉದ್ದೇಶ	[600, 150, 658, 161]
author-label: ಲೇಖಕರು:	[185, 222, 215, 232]
section-heading: ಪ್ರಭಾವ ಮತ್ತು ಪರಂಪರೆ:	[701, 422, 788, 435]
cmyk-c: C	[902, 67, 911, 76]
paragraph: ಬೋಧನೆಗಳು: ನಾಲ್ಕು ಉದಾತ್ತ ಸತ್ಯಗಳು ಮತ್ತು ಅಷ್ಟಾಂಗ ಮಾರ್ಗವನ್ನು ಕಲಿಸುವುದರಲ್ಲಿ ತಮ್ಮ ಜೀವನದ ಉಳಿದ ಭಾಗವನ್ನು ಕಳೆದರು.	[263, 457, 578, 479]
paragraph: ಧ್ಯಾನ: ಸಾವಧಾನತೆ ಮತ್ತು ಒಳನೋಟವನ್ನು ಬೆಳೆಸುವ ಅಭ್ಯಾಸಗಳು.	[598, 333, 773, 344]
registration-mark	[14, 568, 32, 586]
cmyk-k: K	[73, 1434, 82, 1443]
paragraph: ಜಾಗತಿಕ ಆಚರಣೆಗಳು: ಪ್ರಪಂಚದಾದ್ಯಂತದ ಬೌದ್ಧರು ಈ ಹಬ್ಬವನ್ನು ಬಹಳ ಉತ್ಸಾಹದಿಂದ ಆಚರಿಸುತ್ತಾರೆ, ಮನೆಗಳು ಮತ್ತು ದೇವಾಲಯಗಳನ್ನು ಹೂವುಗಳು ಮತ್ತು ದೀಪಗಳಿಂದ ಅಲಂಕರಿಸುತ್ತಾರೆ.	[263, 745, 578, 767]
list-item: • ಸರಿಯಾದ ಮಾತು	[600, 161, 654, 172]
noble-truths-list	[598, 83, 891, 128]
cmyk-k: K	[902, 1378, 911, 1387]
